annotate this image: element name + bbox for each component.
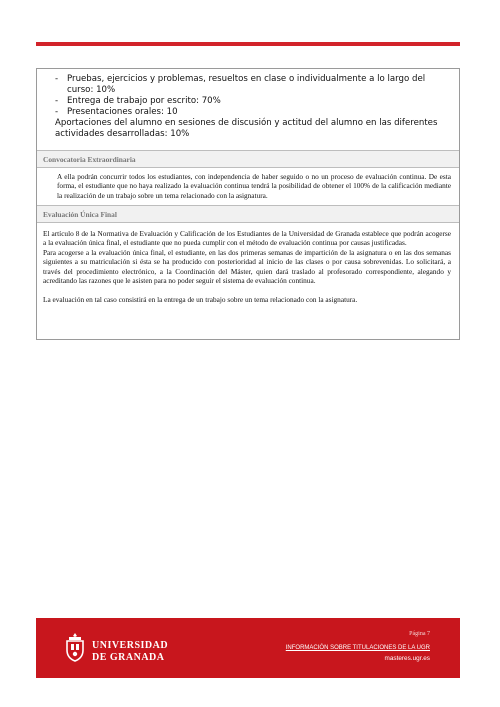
list-item: - Pruebas, ejercicios y problemas, resueltos en clase o individualmente a lo largo del curso: 10% [55, 74, 426, 95]
university-name: UNIVERSIDAD [92, 640, 169, 651]
page-footer [36, 618, 460, 678]
unica-final-paragraph: Para acogerse a la evaluación única final, el estudiante, en las dos primeras semanas de impartición de la asignatura o en las dos semanas siguientes a su matriculación si ésta se ha producido con posterioridad al inicio de las clases o por causa sobrevenidas. Lo solicitará, a través del procedimiento electrónico, a la Coordinación del Máster, quien dará traslado al profesorado correspondiente, alegando y acreditando las razones que le asisten para no poder seguir el sistema de evaluación continua. [43, 247, 451, 286]
header-rule [36, 42, 460, 46]
unica-final-body [37, 223, 459, 305]
evaluation-list [55, 74, 453, 118]
evaluation-criteria-section [37, 69, 459, 151]
university-name-line2: DE GRANADA [92, 652, 165, 663]
list-item: - Entrega de trabajo por escrito: 70% [55, 96, 221, 106]
university-crest-icon [64, 632, 86, 662]
page-number: Página 7 [409, 631, 430, 637]
info-link[interactable]: INFORMACIÓN SOBRE TITULACIONES DE LA UGR [285, 645, 430, 651]
unica-final-paragraph: El artículo 8 de la Normativa de Evaluación y Calificación de los Estudiantes de la Universidad de Granada establece que podrán acogerse a la evaluación única final, el estudiante que no pueda cumplir con el método de evaluación continua por causas justificadas. [43, 229, 451, 248]
list-item: - Presentaciones orales: 10 [55, 107, 178, 117]
extraordinaria-text: A ella podrán concurrir todos los estudiantes, con independencia de haber seguido o no un proceso de evaluación continua. De esta forma, el estudiante que no haya realizado la evaluación continua tendrá la posibilidad de obtener el 100% de la calificación mediante la realización de un trabajo sobre un tema relacionado con la asignatura. [57, 172, 451, 200]
guide-content-table [36, 68, 460, 340]
site-url-link[interactable]: masteres.ugr.es [384, 655, 430, 662]
evaluation-note: Aportaciones del alumno en sesiones de discusión y actitud del alumno en las diferentes actividades desarrolladas: 10% [55, 118, 438, 139]
unica-final-paragraph: La evaluación en tal caso consistirá en la entrega de un trabajo sobre un tema relacionado con la asignatura. [43, 295, 358, 305]
section-heading-extraordinaria: Convocatoria Extraordinaria [37, 151, 459, 168]
extraordinaria-body [37, 168, 459, 206]
section-heading-unica-final: Evaluación Única Final [37, 206, 459, 223]
